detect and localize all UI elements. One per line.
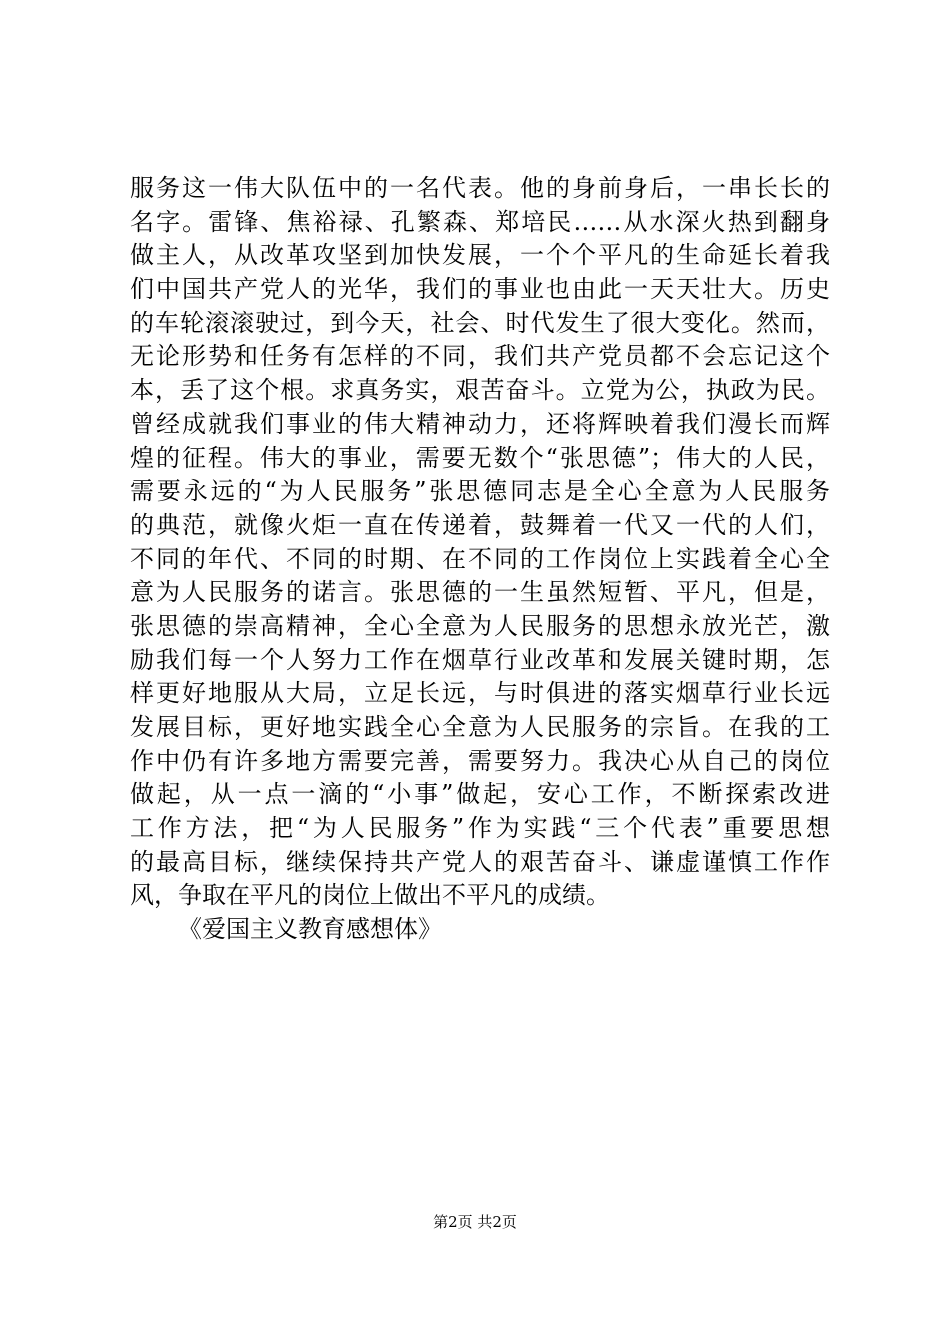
text-line: 不同的年代、不同的时期、在不同的工作岗位上实践着全心全 [130, 544, 830, 573]
text-line: 煌的征程。伟大的事业，需要无数个“张思德”；伟大的人民， [130, 443, 830, 472]
text-line: 本，丢了这个根。求真务实，艰苦奋斗。立党为公，执政为民。 [130, 376, 830, 405]
text-line: 发展目标，更好地实践全心全意为人民服务的宗旨。在我的工 [130, 713, 830, 741]
text-line: 样更好地服从大局，立足长远，与时俱进的落实烟草行业长远 [130, 679, 830, 708]
text-line: 的最高目标，继续保持共产党人的艰苦奋斗、谦虚谨慎工作作 [130, 847, 830, 876]
body-paragraph [130, 172, 830, 947]
text-line: 作中仍有许多地方需要完善，需要努力。我决心从自己的岗位 [130, 746, 830, 775]
next-article-title: 《爱国主义教育感想体》 [178, 915, 442, 944]
text-line: 的典范，就像火炬一直在传递着，鼓舞着一代又一代的人们， [130, 510, 830, 539]
text-line: 意为人民服务的诺言。张思德的一生虽然短暂、平凡，但是， [130, 578, 830, 607]
text-line: 的车轮滚滚驶过，到今天，社会、时代发生了很大变化。然而， [130, 308, 830, 337]
text-line: 张思德的崇高精神，全心全意为人民服务的思想永放光芒，激 [130, 611, 830, 640]
text-line: 励我们每一个人努力工作在烟草行业改革和发展关键时期，怎 [130, 645, 830, 674]
page-number-footer: 第2页 共2页 [433, 1213, 517, 1231]
text-line-last: 风，争取在平凡的岗位上做出不平凡的成绩。 [130, 881, 610, 910]
text-line: 无论形势和任务有怎样的不同，我们共产党员都不会忘记这个 [130, 342, 830, 371]
text-line: 做主人，从改革攻坚到加快发展，一个个平凡的生命延长着我 [130, 241, 830, 270]
text-line: 需要永远的“为人民服务”张思德同志是全心全意为人民服务 [130, 477, 830, 506]
text-line: 名字。雷锋、焦裕禄、孔繁森、郑培民……从水深火热到翻身 [130, 207, 830, 236]
text-line: 们中国共产党人的光华，我们的事业也由此一天天壮大。历史 [130, 275, 830, 304]
text-line: 服务这一伟大队伍中的一名代表。他的身前身后，一串长长的 [130, 174, 830, 202]
text-line: 工作方法，把“为人民服务”作为实践“三个代表”重要思想 [130, 814, 830, 843]
text-line: 曾经成就我们事业的伟大精神动力，还将辉映着我们漫长而辉 [130, 409, 830, 438]
text-line: 做起，从一点一滴的“小事”做起，安心工作，不断探索改进 [130, 780, 830, 809]
